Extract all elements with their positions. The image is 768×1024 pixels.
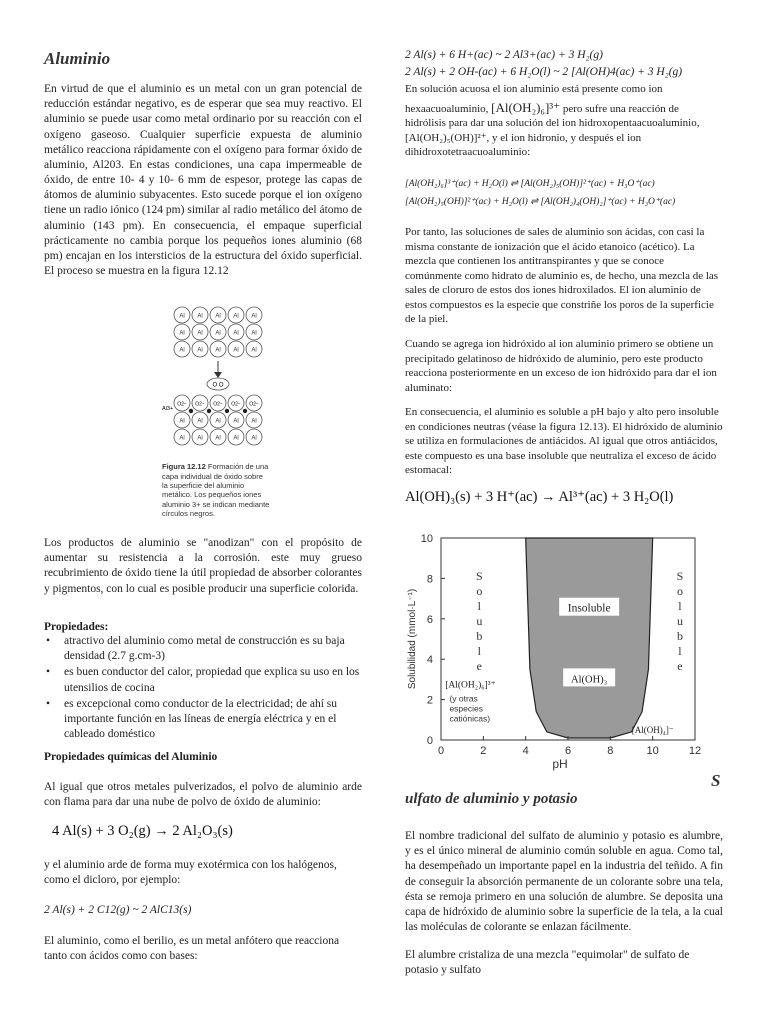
x-tick-label: 10 <box>646 745 659 757</box>
soluble-right-letter: l <box>678 599 682 613</box>
al-atom-label: Al <box>215 330 221 337</box>
section-title-aluminio: Aluminio <box>44 49 111 68</box>
equation-base: 2 Al(s) + 2 OH-(ac) + 6 H₂O(l) ~ 2 [Al(OH)4(ac) + 3 H₂(g) <box>405 66 683 78</box>
y-tick-label: 0 <box>426 735 433 747</box>
aloh3-label: Al(OH)₃ <box>571 674 608 686</box>
al-atom-label: Al <box>233 313 239 320</box>
al-atom-label: Al <box>215 347 221 354</box>
al3-ion-dot <box>225 409 229 413</box>
o2-label: O O <box>212 382 224 389</box>
soluble-right-letter: b <box>676 629 683 643</box>
al-atom-label: Al <box>233 418 239 425</box>
soluble-left-letter: l <box>477 599 482 613</box>
al-atom-label: Al <box>179 347 185 354</box>
list-item: • es buen conductor del calor, propiedad que explica su uso en los utensilios de cocina <box>44 665 362 695</box>
chem-paragraph-1: Al igual que otros metales pulverizados, el polvo de aluminio arde con flama para dar una nube de polvo de óxido de aluminio: <box>44 781 362 809</box>
soluble-left-letter: o <box>476 584 483 598</box>
hexaaqua-formula: [Al(OH₂)₆]³⁺ <box>491 99 561 115</box>
insoluble-label: Insoluble <box>567 602 611 615</box>
al-atom-label: Al <box>251 347 257 354</box>
al3-label: Al3+ <box>162 406 174 412</box>
solution-line-1: En solución acuosa el ion aluminio está presente como ion <box>405 83 663 95</box>
caption-text: Formación de una capa individual de óxido sobre la superficie del aluminio metálico. Los pequeños iones aluminio 3+ se indican mediante círculos negros. <box>162 462 270 519</box>
y-tick-label: 8 <box>426 573 433 586</box>
x-tick-label: 12 <box>688 745 702 757</box>
oxide-ion-label: O2− <box>195 401 205 408</box>
al-atom-label: Al <box>197 435 203 442</box>
figure-caption <box>162 462 270 518</box>
x-tick-label: 2 <box>480 745 487 757</box>
equation-combustion: 4 Al(s) + 3 O₂(g) → 2 Al₂O₃(s) <box>52 823 233 839</box>
solubility-paragraph: En consecuencia, el aluminio es soluble a pH bajo y alto pero insoluble en condiciones neutras (véase la figura 12.13). El hidróxido de aluminio se utiliza en formulaciones de antiácidos. Al igual que otros antiácidos, este compuesto es una base insoluble que neutraliza el exceso de ácido estomacal: <box>405 406 723 477</box>
x-axis-label: pH <box>552 757 568 771</box>
al-atom-label: Al <box>251 418 257 425</box>
al3-ion-dot <box>207 409 211 413</box>
chem-paragraph-2: y el aluminio arde de forma muy exotérmica con los halógenos, como el dicloro, por ejemplo: <box>44 859 337 887</box>
al-atom-label: Al <box>197 418 203 425</box>
intro-paragraph: En virtud de que el aluminio es un metal con un gran potencial de reducción estándar negativo, es de esperar que sea muy reactivo. El aluminio se puede usar como metal ordinario por su reacción con el oxígeno gaseoso. Cualquier superficie expuesta de aluminio metálico reacciona rápidamente con el oxígeno para formar óxido de aluminio, Al203. En estas condiciones, una capa impermeable de óxido, de entre 10- 4 y 10- 6 mm de espesor, protege las capas de átomos de aluminio subyacentes. Esto sucede porque el ion oxígeno tiene un radio iónico (124 pm) similar al radio metálico del átomo de aluminio (143 pm). En consecuencia, el empaque superficial prácticamente no cambia porque los pequeños iones aluminio (68 pm) encajan en los intersticios de la estructura del óxido superficial. El proceso se muestra en la figura 12.12 <box>44 83 362 278</box>
hydroxide-paragraph: Cuando se agrega ion hidróxido al ion aluminio primero se obtiene un precipitado gelatinoso de hidróxido de aluminio, pero este producto reacciona posteriormente en un exceso de ion hidróxido para dar el ion aluminato: <box>405 338 717 394</box>
soluble-left-letter: l <box>477 644 482 658</box>
oxide-ion-label: O2− <box>249 401 259 408</box>
soluble-right-letter: o <box>676 584 683 598</box>
soluble-left-letter: u <box>476 614 483 628</box>
equation-antacid: Al(OH)₃(s) + 3 H⁺(ac) → Al³⁺(ac) + 3 H₂O(l) <box>405 489 674 505</box>
insoluble-region <box>526 538 653 738</box>
props-list <box>44 634 362 743</box>
y-axis-label: Solubilidad (mmol·L⁻¹) <box>407 588 418 690</box>
y-tick-label: 6 <box>426 613 433 626</box>
x-tick-label: 8 <box>607 745 614 757</box>
section-title-sulfato: ulfato de aluminio y potasio <box>405 791 578 807</box>
al-atom-label: Al <box>197 313 203 320</box>
soluble-right-letter: S <box>676 569 684 583</box>
figure-12-12 <box>162 305 272 525</box>
solution-line-2a: hexaacuoaluminio, <box>405 102 489 115</box>
al-atom-label: Al <box>179 418 185 425</box>
chem-paragraph-3: El aluminio, como el berilio, es un metal anfótero que reacciona tanto con ácidos como con bases: <box>44 935 340 963</box>
soluble-right-letter: e <box>677 659 683 673</box>
soluble-right-letter: l <box>678 644 682 658</box>
aluminate-label: [Al(OH)₄]⁻ <box>631 724 674 735</box>
al-atom-label: Al <box>233 347 239 354</box>
oxide-ion-label: O2− <box>231 401 241 408</box>
alumbre-paragraph-2: El alumbre cristaliza de una mezcla "equimolar" de sulfato de potasio y sulfato <box>405 949 690 977</box>
equation-acid: 2 Al(s) + 6 H+(ac) ~ 2 Al3+(ac) + 3 H₂(g) <box>405 49 603 61</box>
arrow-head <box>214 372 222 378</box>
x-tick-label: 0 <box>437 745 445 757</box>
y-tick-label: 2 <box>426 694 433 707</box>
y-tick-label: 4 <box>426 654 433 667</box>
alumbre-paragraph: El nombre tradicional del sulfato de aluminio y potasio es alumbre, y es el único mineral de aluminio común soluble en agua. Como tal, ha desempeñado un importante papel en la industria del teñido. A fin de conseguir la absorción permanente de un colorante sobre una tela, ésta se remoja primero en una solución de alumbre. Se deposita una capa de hidróxido de aluminio sobre la superficie de la tela, a la cual las moléculas de colorante se enlazan fácilmente. <box>405 830 723 934</box>
cationic-species-note: (y otras especies catiónicas) <box>449 693 491 724</box>
hexaaqua-label: [Al(OH₂)₆]³⁺ <box>445 680 496 691</box>
oxide-ion-label: O2− <box>177 401 187 408</box>
al-atom-label: Al <box>179 435 185 442</box>
y-tick-label: 10 <box>420 533 433 545</box>
al-atom-label: Al <box>197 330 203 337</box>
soluble-left-letter: S <box>475 569 483 583</box>
al-atom-label: Al <box>215 313 221 320</box>
al-atom-label: Al <box>215 418 221 425</box>
al-atom-label: Al <box>179 313 185 320</box>
solution-line-2b: pero sufre una reacción de <box>562 102 679 115</box>
soluble-left-letter: e <box>476 659 482 673</box>
oxide-ion-label: O2− <box>213 401 223 408</box>
soluble-right-letter: u <box>676 614 683 628</box>
al-atom-label: Al <box>197 347 203 354</box>
al-atom-label: Al <box>251 330 257 337</box>
solubility-chart <box>405 528 723 784</box>
al-atom-label: Al <box>233 330 239 337</box>
x-tick-label: 4 <box>522 745 529 757</box>
solution-line-3: hidrólisis para dar una solución del ion hidroxopentaacuoaluminio, [Al(OH₂)₅(OH)]²⁺, y el ion hidronio, y después el ion dihidroxotetraacuoaluminio: <box>405 117 700 159</box>
al-atom-label: Al <box>179 330 185 337</box>
anodizan-paragraph: Los productos de aluminio se "anodizan" con el propósito de aumentar su resistencia a la corrosión. este muy grueso recubrimiento de óxido tiene la útil propiedad de absorber colorantes y pigmentos, con lo cual es posible producir una superficie colorida. <box>44 537 362 595</box>
chem-props-title: Propiedades químicas del Aluminio <box>44 751 218 763</box>
al-atom-label: Al <box>233 435 239 442</box>
hydrolysis-equation-2: [Al(OH₂)₅(OH)]²⁺(ac) + H₂O(l) ⇌ [Al(OH₂)₄(OH)₂]⁺(ac) + H₃O⁺(ac) <box>405 197 676 207</box>
equation-chlorine: 2 Al(s) + 2 C12(g) ~ 2 AlC13(s) <box>44 904 192 916</box>
list-item: • es excepcional como conductor de la electricidad; de ahí su importante función en las líneas de energía eléctrica y en el cableado doméstico <box>44 697 362 743</box>
al3-ion-dot <box>189 409 193 413</box>
x-tick-label: 6 <box>564 745 572 757</box>
soluble-left-letter: b <box>476 629 483 643</box>
oxide-layer-diagram <box>162 305 272 455</box>
solution-paragraph <box>405 82 723 160</box>
solubility-chart-svg <box>405 528 723 784</box>
props-title: Propiedades: <box>44 621 109 633</box>
antitranspirant-paragraph: Por tanto, las soluciones de sales de aluminio son ácidas, con casi la misma constante de ionización que el ácido etanoico (acético). La mezcla que contienen los antitranspirantes y que se conoce comúnmente como hidrato de aluminio es, de hecho, una mezcla de las sales de cloruro de estos dos iones hidroxilados. El ion aluminio de estos compuestos es la especie que constriñe los poros de la superficie de la piel. <box>405 226 719 326</box>
hydrolysis-equation-1: [Al(OH₂)₆]³⁺(ac) + H₂O(l) ⇌ [Al(OH₂)₅(OH)]²⁺(ac) + H₃O⁺(ac) <box>405 179 655 189</box>
al-atom-label: Al <box>251 435 257 442</box>
al-atom-label: Al <box>215 435 221 442</box>
list-item: • atractivo del aluminio como metal de construcción es su baja densidad (2.7 g.cm-3) <box>44 634 362 664</box>
caption-number: Figura 12.12 <box>162 462 206 472</box>
drop-cap-s: S <box>711 771 721 790</box>
al3-ion-dot <box>243 409 247 413</box>
al-atom-label: Al <box>251 313 257 320</box>
